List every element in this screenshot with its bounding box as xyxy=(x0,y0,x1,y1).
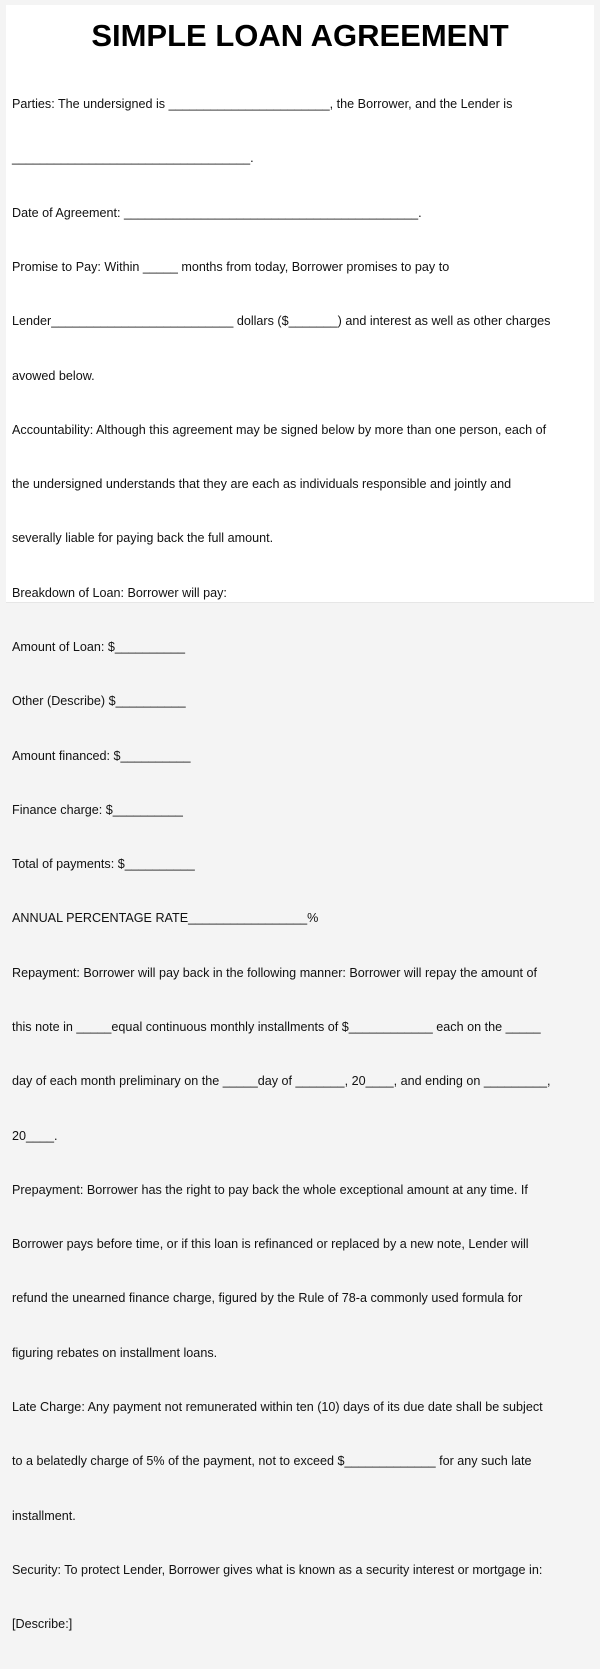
text-line: Breakdown of Loan: Borrower will pay: xyxy=(12,585,227,600)
text-line: severally liable for paying back the full amount. xyxy=(12,531,274,546)
document-body xyxy=(12,59,594,1669)
text-line: Total of payments: $__________ xyxy=(12,857,195,872)
text-line: refund the unearned finance charge, figured by the Rule of 78-a commonly used formula for xyxy=(12,1291,523,1306)
text-line: Accountability: Although this agreement may be signed below by more than one person, each of xyxy=(12,422,547,437)
text-line: Late Charge: Any payment not remunerated within ten (10) days of its due date shall be subject xyxy=(12,1399,543,1414)
text-line: ANNUAL PERCENTAGE RATE_________________% xyxy=(12,911,319,926)
text-line: the undersigned understands that they are each as individuals responsible and jointly and xyxy=(12,477,512,492)
text-line: Prepayment: Borrower has the right to pay back the whole exceptional amount at any time. If xyxy=(12,1182,528,1197)
text-line: Other (Describe) $__________ xyxy=(12,694,186,709)
text-line: [Describe:] xyxy=(12,1617,73,1632)
text-line: Promise to Pay: Within _____ months from today, Borrower promises to pay to xyxy=(12,260,450,275)
text-line: installment. xyxy=(12,1508,76,1523)
text-line: day of each month preliminary on the _____day of _______, 20____, and ending on _________, xyxy=(12,1074,551,1089)
text-line: avowed below. xyxy=(12,368,95,383)
text-line: to a belatedly charge of 5% of the payment, not to exceed $_____________ for any such late xyxy=(12,1454,532,1469)
document-title: SIMPLE LOAN AGREEMENT xyxy=(91,18,509,53)
text-line: Lender__________________________ dollars ($_______) and interest as well as other charges xyxy=(12,314,551,329)
text-line: Finance charge: $__________ xyxy=(12,802,183,817)
text-line: Repayment: Borrower will pay back in the following manner: Borrower will repay the amount of xyxy=(12,965,537,980)
text-line: Date of Agreement: __________________________________________. xyxy=(12,205,422,220)
text-line: Parties: The undersigned is _______________________, the Borrower, and the Lender is xyxy=(12,97,513,112)
document-page xyxy=(6,5,594,1632)
text-line: __________________________________. xyxy=(12,151,254,166)
text-line: this note in _____equal continuous monthly installments of $____________ each on the _____ xyxy=(12,1019,541,1034)
text-line: figuring rebates on installment loans. xyxy=(12,1345,218,1360)
text-line: Amount financed: $__________ xyxy=(12,748,191,763)
text-line: Security: To protect Lender, Borrower gives what is known as a security interest or mortgage in: xyxy=(12,1562,543,1577)
text-line: Amount of Loan: $__________ xyxy=(12,640,185,654)
text-line: Borrower pays before time, or if this loan is refinanced or replaced by a new note, Lender will xyxy=(12,1237,529,1252)
text-line: 20____. xyxy=(12,1128,58,1143)
